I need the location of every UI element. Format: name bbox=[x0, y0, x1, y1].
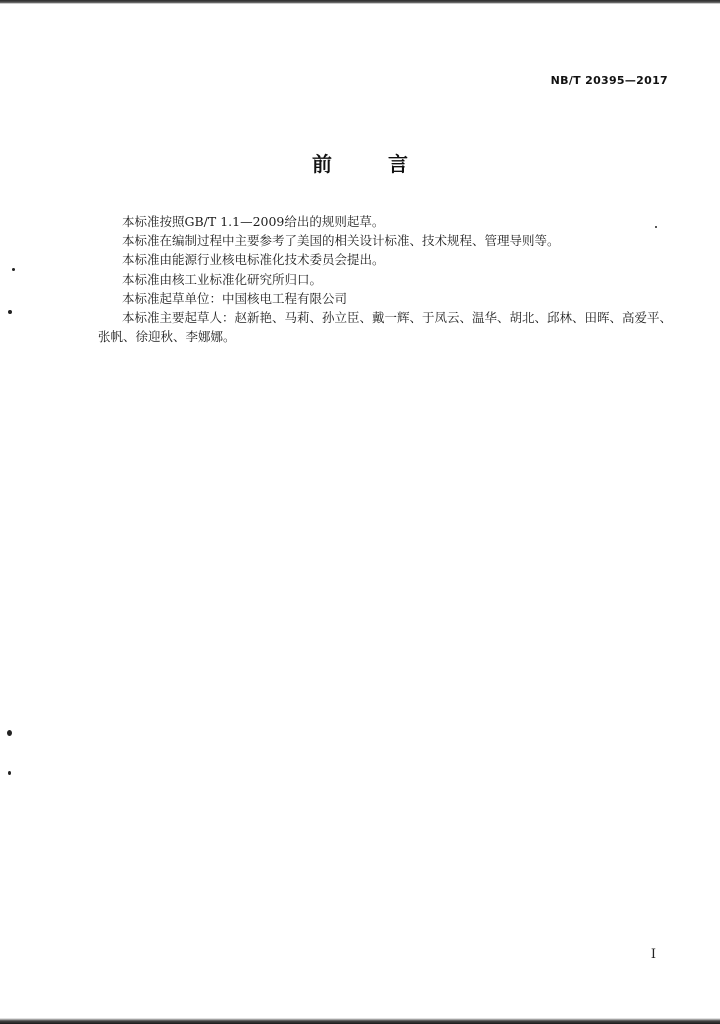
paragraph-drafting-rules: 本标准按照GB/T 1.1—2009给出的规则起草。 bbox=[122, 214, 385, 229]
scan-speck bbox=[8, 310, 12, 314]
paragraph-drafters: 本标准主要起草人：赵新艳、马莉、孙立臣、戴一辉、于凤云、温华、胡北、邱林、田晖、高爱平、张帆、徐迎秋、李娜娜。 bbox=[98, 310, 673, 345]
scan-edge-top bbox=[0, 0, 720, 4]
scan-speck bbox=[8, 771, 11, 775]
paragraph-proposed-by: 本标准由能源行业核电标准化技术委员会提出。 bbox=[122, 252, 385, 268]
paragraph-administered-by: 本标准由核工业标准化研究所归口。 bbox=[122, 271, 323, 287]
scan-speck bbox=[12, 268, 15, 271]
scan-speck bbox=[655, 226, 657, 228]
foreword-body bbox=[98, 212, 678, 346]
page-title: 前 言 bbox=[312, 152, 426, 176]
paragraph-drafting-organization: 本标准起草单位：中国核电工程有限公司 bbox=[122, 290, 348, 306]
paragraph-references: 本标准在编制过程中主要参考了美国的相关设计标准、技术规程、管理导则等。 bbox=[122, 233, 560, 249]
page-number: I bbox=[650, 947, 656, 962]
scan-edge-bottom bbox=[0, 1018, 720, 1024]
scan-speck bbox=[7, 730, 12, 736]
standard-code: NB/T 20395—2017 bbox=[550, 74, 668, 87]
